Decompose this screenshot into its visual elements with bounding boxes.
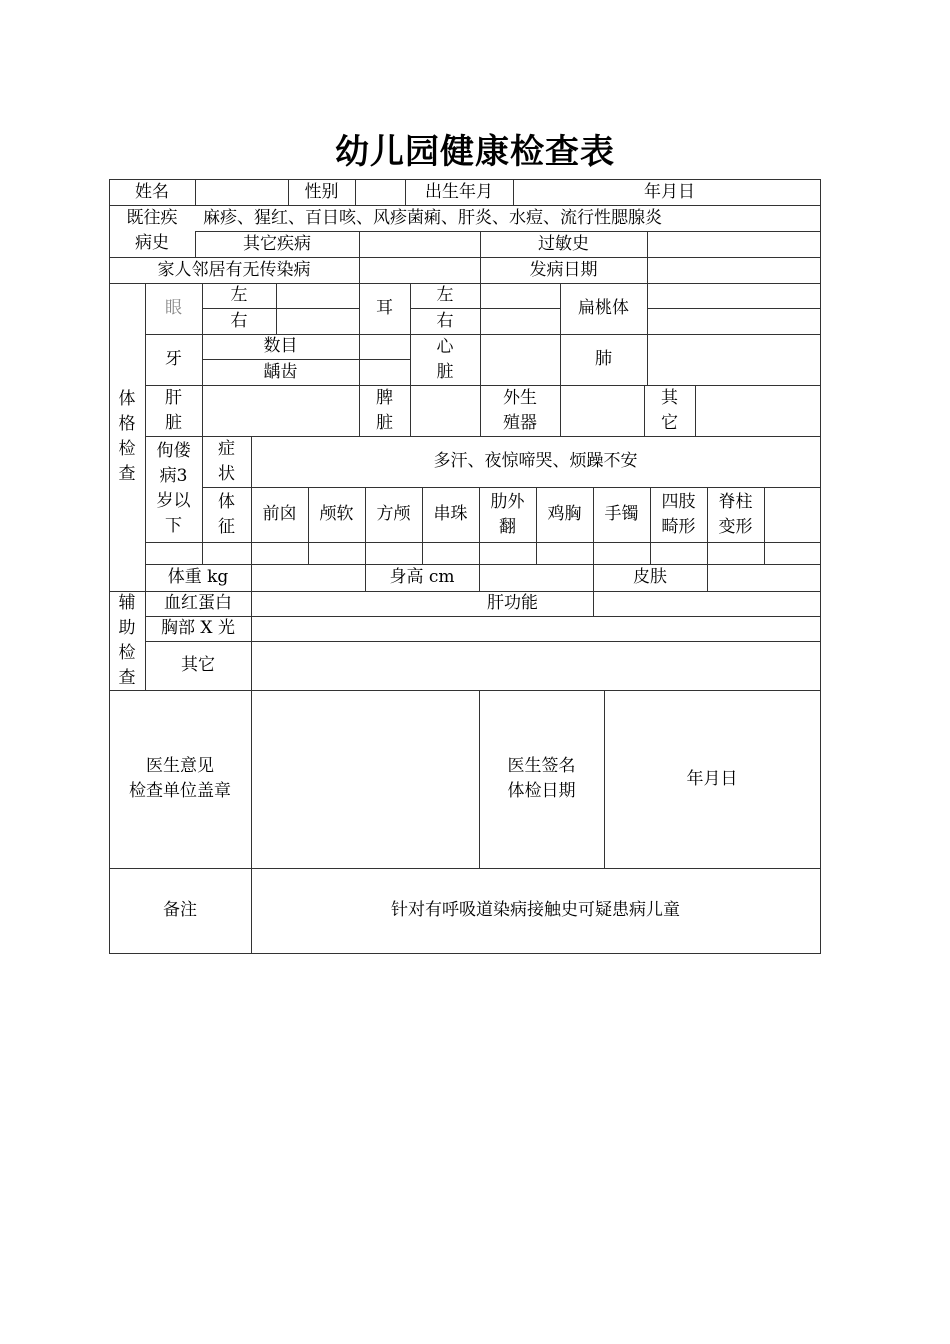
sign-item: 前囟 [262, 504, 297, 524]
neighbor-infection-field[interactable] [360, 258, 480, 283]
neighbor-infection-label: 家人邻居有无传染病 [157, 259, 311, 280]
allergy-label: 过敏史 [538, 233, 589, 254]
history-label: 既往疾 病史 [126, 208, 178, 253]
doctor-sign-label: 医生签名 体检日期 [507, 756, 576, 801]
doctor-opinion-label: 医生意见 检查单位盖章 [129, 756, 231, 801]
sign-item: 方颅 [376, 504, 411, 524]
sign-item: 鸡胸 [547, 504, 582, 524]
liver-function-label: 肝功能 [487, 593, 538, 613]
birth-label: 出生年月 [425, 181, 493, 202]
onset-date-field[interactable] [648, 258, 820, 283]
symptom-label: 症 状 [218, 438, 235, 484]
history-disease-list: 麻疹、猩红、百日咳、风疹菌痢、肝炎、水痘、流行性腮腺炎 [203, 207, 662, 228]
skin-label: 皮肤 [633, 567, 667, 587]
chest-xray-label: 胸部 X 光 [161, 618, 235, 638]
genital-label: 外生 殖器 [503, 387, 537, 433]
sign-item: 四肢 畸形 [661, 491, 696, 537]
remark-text: 针对有呼吸道染病接触史可疑患病儿童 [391, 900, 680, 920]
name-label: 姓名 [135, 181, 169, 202]
remark-label: 备注 [163, 900, 197, 920]
exam-date-field[interactable]: 年月日 [686, 768, 738, 789]
other-disease-field[interactable] [360, 232, 480, 257]
eye-label: 眼 [165, 298, 182, 318]
sign-item: 颅软 [319, 504, 354, 524]
weight-label: 体重 kg [167, 567, 229, 587]
lung-label: 肺 [595, 349, 612, 369]
doctor-opinion-field[interactable] [252, 691, 479, 868]
onset-date-label: 发病日期 [529, 259, 598, 280]
birth-date-field[interactable]: 年月日 [644, 181, 695, 202]
height-label: 身高 cm [389, 567, 455, 587]
aux-exam-label: 辅 助 检 查 [118, 592, 136, 688]
sign-item: 肋外 翻 [490, 491, 525, 537]
tonsil-label: 扁桃体 [578, 298, 629, 318]
heart-label: 心 脏 [436, 336, 454, 382]
tooth-label: 牙 [165, 349, 182, 369]
ear-label: 耳 [376, 298, 393, 318]
spleen-label: 脾 脏 [376, 387, 393, 433]
rickets-label: 佝偻 病3 岁以 下 [156, 441, 191, 536]
gender-label: 性别 [304, 181, 339, 202]
ear-left-label: 左 [436, 285, 454, 305]
other-organ-label: 其 它 [661, 387, 678, 433]
form-title: 幼儿园健康检查表 [335, 132, 615, 172]
ear-right-label: 右 [436, 310, 454, 331]
tooth-count-label: 数目 [263, 336, 298, 356]
other-disease-label: 其它疾病 [243, 233, 311, 254]
sign-item: 手镯 [604, 504, 639, 524]
sign-item: 串珠 [433, 504, 468, 524]
gender-field[interactable] [356, 180, 405, 205]
eye-left-label: 左 [230, 285, 248, 305]
sign-item: 脊柱 变形 [718, 491, 753, 537]
hemoglobin-label: 血红蛋白 [164, 593, 232, 613]
aux-other-label: 其它 [181, 655, 215, 675]
name-field[interactable] [196, 180, 288, 205]
physical-exam-label: 体 格 检 查 [118, 389, 136, 484]
symptom-text: 多汗、夜惊啼哭、烦躁不安 [433, 451, 638, 471]
sign-label: 体 征 [218, 491, 235, 537]
caries-label: 龋齿 [263, 361, 298, 382]
liver-label: 肝 脏 [165, 387, 182, 433]
eye-right-label: 右 [230, 310, 248, 331]
allergy-field[interactable] [648, 232, 820, 257]
